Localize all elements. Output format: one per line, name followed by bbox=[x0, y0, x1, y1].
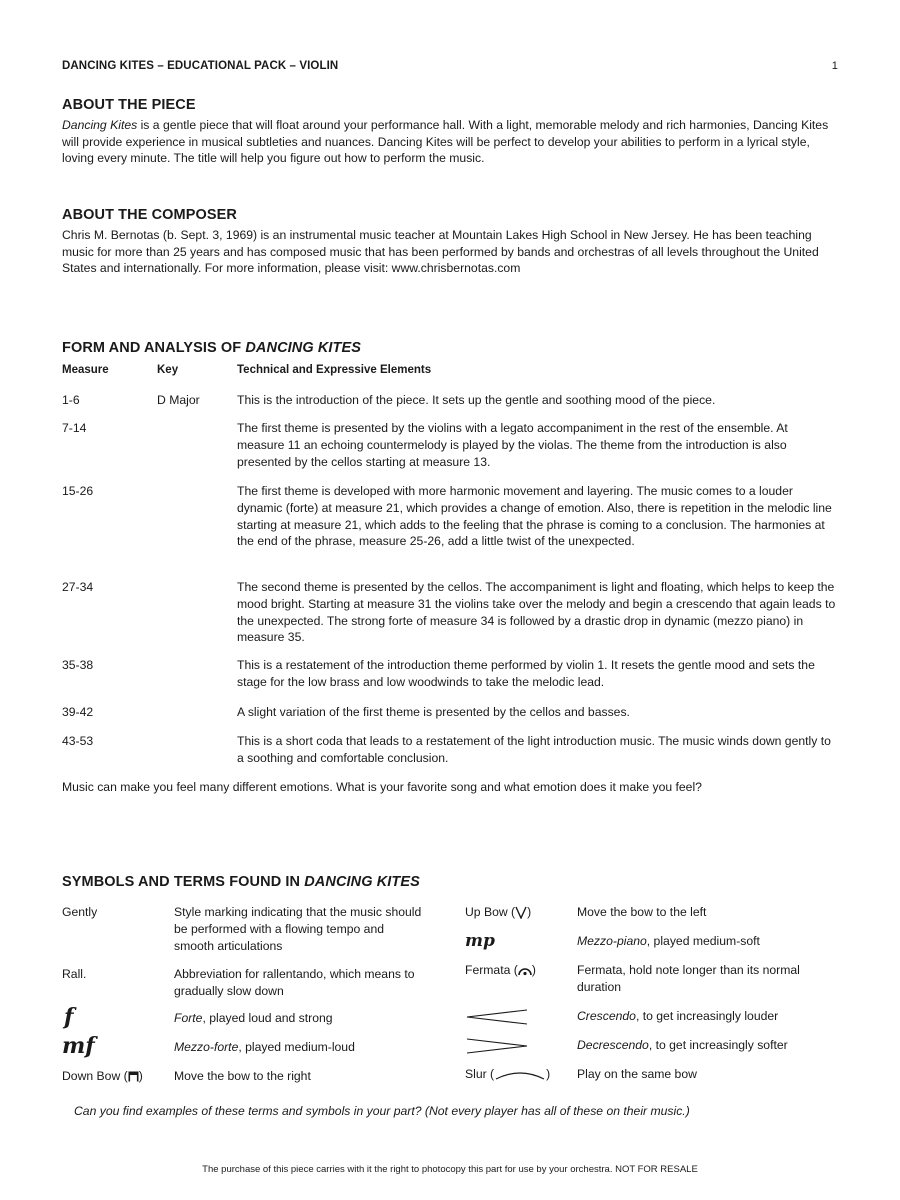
term-slur: Slur ( ) bbox=[465, 1067, 551, 1081]
form-analysis-heading: FORM AND ANALYSIS OF DANCING KITES bbox=[62, 340, 362, 356]
table-row: 43-53 This is a short coda that leads to a restatement of the light introduction music. The music winds down gently to a soothing and comfortable conclusion. bbox=[62, 734, 831, 765]
term-fermata: Fermata ( ) bbox=[465, 963, 536, 977]
desc-fermata: Fermata, hold note longer than its normal duration bbox=[577, 963, 800, 994]
about-composer-body: Chris M. Bernotas (b. Sept. 3, 1969) is an instrumental music teacher at Mountain Lakes High School in New Jersey. He has been teaching music for more than 25 years and has composed music that has been performed by bands and orchestras of all levels throughout the United States and internationally. For more information, please visit: www.chrisbernotas.com bbox=[62, 228, 819, 276]
table-row: 39-42 A slight variation of the first theme is presented by the cellos and basses. bbox=[62, 705, 630, 719]
symbols-heading: SYMBOLS AND TERMS FOUND IN DANCING KITES bbox=[62, 874, 420, 890]
table-row: 35-38 This is a restatement of the introduction theme performed by violin 1. It resets the gentle mood and sets the stage for the low brass and low woodwinds to take the melodic lead. bbox=[62, 658, 815, 689]
table-row: 27-34 The second theme is presented by the cellos. The accompaniment is light and floating, which helps to keep the mood bright. Starting at measure 31 the violins take over the melody and begin a crescendo that again leads to the unexpected. The strong forte of measure 34 is followed by a drastic drop in dynamic (mezzo piano) in measure 35. bbox=[62, 580, 836, 645]
desc-rall: Abbreviation for rallentando, which means to gradually slow down bbox=[174, 967, 415, 998]
desc-forte: Forte, played loud and strong bbox=[174, 1011, 333, 1025]
term-up-bow: Up Bow ( ) bbox=[465, 905, 532, 919]
page bbox=[62, 0, 838, 1200]
column-elements: Technical and Expressive Elements bbox=[237, 364, 432, 376]
closing-question: Can you find examples of these terms and symbols in your part? (Not every player has all of these on their music.) bbox=[74, 1104, 690, 1118]
desc-mezzo-forte: Mezzo-forte, played medium-loud bbox=[174, 1040, 355, 1054]
footer-notice: The purchase of this piece carries with it the right to photocopy this part for use by your orchestra. NOT FOR RESALE bbox=[202, 1164, 698, 1175]
slur-icon bbox=[494, 1070, 546, 1080]
symbols-grid bbox=[62, 0, 838, 1200]
decrescendo-icon bbox=[465, 1037, 529, 1055]
table-row: 7-14 The first theme is presented by the violins with a legato accompaniment in the rest of the ensemble. At measure 11 an echoing countermelody is played by the violas. The theme from the introduction is also presented by the cellos starting at measure 13. bbox=[62, 421, 788, 469]
table-row: 1-6 D Major This is the introduction of the piece. It sets up the gentle and soothing mood of the piece. bbox=[62, 393, 716, 407]
table-row: 15-26 The first theme is developed with more harmonic movement and layering. The music comes to a louder dynamic (forte) at measure 21, which provides a change of emotion. Also, there is repetition in the melodic line starting at measure 21, which adds to the feeling that the phrase is coming to a conclusion. The harmonies at the end of the phrase, measure 25-26, add a little twist of the unexpected. bbox=[62, 484, 832, 549]
desc-down-bow: Move the bow to the right bbox=[174, 1069, 311, 1083]
desc-mezzo-piano: Mezzo-piano, played medium-soft bbox=[577, 934, 760, 948]
desc-crescendo: Crescendo, to get increasingly louder bbox=[577, 1009, 779, 1023]
page-number: 1 bbox=[831, 60, 838, 72]
about-composer-heading: ABOUT THE COMPOSER bbox=[62, 207, 237, 223]
desc-gently: Style marking indicating that the music should be performed with a flowing tempo and smooth articulations bbox=[174, 905, 422, 953]
column-key: Key bbox=[157, 364, 179, 376]
forte-symbol: f bbox=[64, 1004, 74, 1030]
up-bow-icon bbox=[515, 906, 527, 919]
emotion-question: Music can make you feel many different emotions. What is your favorite song and what emotion does it make you feel? bbox=[62, 780, 702, 794]
desc-up-bow: Move the bow to the left bbox=[577, 905, 707, 919]
fermata-icon bbox=[518, 966, 532, 976]
running-title: DANCING KITES – EDUCATIONAL PACK – VIOLIN bbox=[62, 60, 339, 72]
mezzo-forte-symbol: mf bbox=[62, 1033, 95, 1059]
about-piece-body: Dancing Kites is a gentle piece that will float around your performance hall. With a light, memorable melody and rich harmonies, Dancing Kites will provide experience in musical subtleties and nuances. Dancing Kites will be perfect to develop your abilities to perform in a lyrical style, loving every minute. The title will help you figure out how to perform the music. bbox=[62, 118, 829, 166]
term-rall: Rall. bbox=[62, 967, 87, 981]
down-bow-icon bbox=[128, 1071, 139, 1082]
piece-title-italic: Dancing Kites bbox=[62, 118, 138, 132]
term-gently: Gently bbox=[62, 905, 98, 919]
column-measure: Measure bbox=[62, 364, 109, 376]
desc-slur: Play on the same bow bbox=[577, 1067, 697, 1081]
crescendo-icon bbox=[465, 1008, 529, 1026]
mezzo-piano-symbol: mp bbox=[465, 931, 495, 951]
about-piece-heading: ABOUT THE PIECE bbox=[62, 97, 196, 113]
desc-decrescendo: Decrescendo, to get increasingly softer bbox=[577, 1038, 788, 1052]
term-down-bow: Down Bow ( ) bbox=[62, 1069, 143, 1083]
